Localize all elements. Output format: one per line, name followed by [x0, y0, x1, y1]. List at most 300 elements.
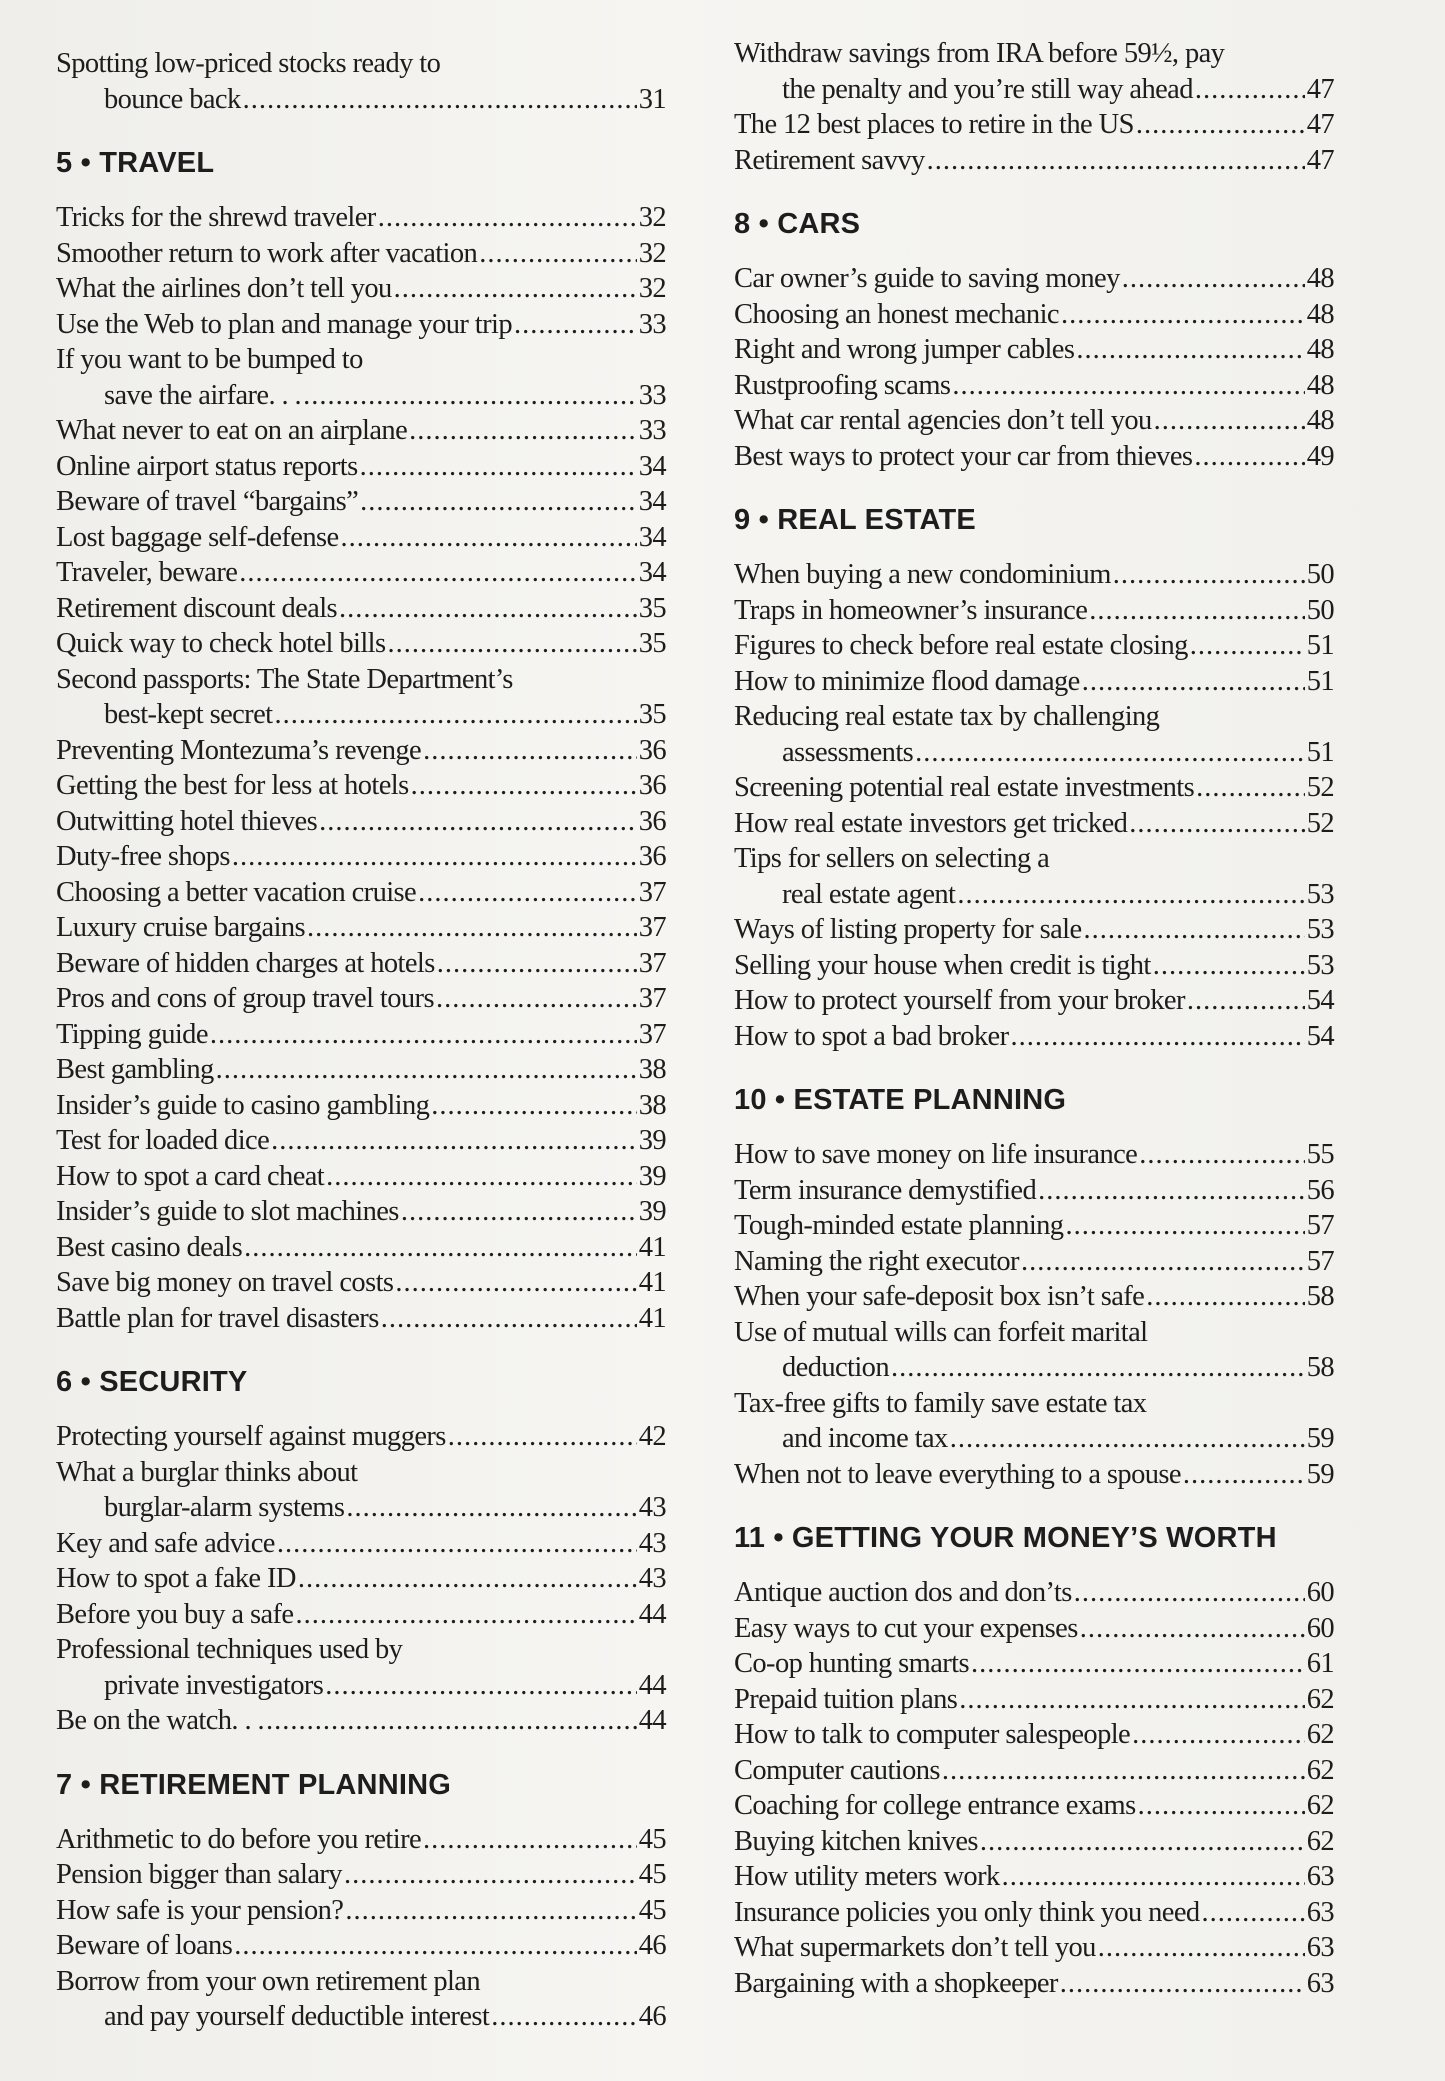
page-number: 47 [1306, 73, 1334, 105]
entry-title: Before you buy a safe [56, 1598, 294, 1630]
toc-entry [56, 1088, 666, 1124]
page-number: 52 [1306, 807, 1334, 839]
entry-title: Car owner’s guide to saving money [734, 263, 1120, 294]
toc-entry [56, 591, 666, 627]
entry-title: How safe is your pension? [56, 1894, 344, 1926]
page-number: 50 [1306, 559, 1334, 590]
page-number: 33 [638, 415, 666, 446]
entry-title-continued [56, 1490, 666, 1526]
entry-title: When not to leave everything to a spouse [734, 1458, 1181, 1490]
toc-entry [734, 699, 1334, 770]
entry-title-line [734, 1173, 1334, 1209]
entry-title: Right and wrong jumper cables [734, 334, 1075, 365]
dot-leader [360, 449, 637, 485]
entry-title: Getting the best for less at hotels [56, 770, 409, 801]
dot-leader [1076, 332, 1304, 368]
page-number: 53 [1306, 949, 1334, 981]
dot-leader [423, 1822, 637, 1858]
page-number: 57 [1306, 1210, 1334, 1241]
entry-title-line [56, 307, 666, 343]
dot-leader [341, 520, 637, 556]
toc-entry [734, 107, 1334, 143]
entry-title: Tips for sellers on selecting a [734, 843, 1050, 874]
toc-entry [56, 910, 666, 946]
dot-leader [326, 1159, 637, 1195]
entry-title: assessments [782, 736, 914, 768]
entry-title-line [56, 271, 666, 307]
toc-entry [56, 981, 666, 1017]
toc-entry [734, 1646, 1334, 1682]
page-number: 43 [638, 1527, 666, 1559]
entry-title-line [56, 413, 666, 449]
entry-title: and income tax [782, 1423, 948, 1454]
entry-title: Figures to check before real estate closing [734, 630, 1188, 661]
entry-title-line [56, 1928, 666, 1964]
entry-title: Key and safe advice [56, 1527, 275, 1559]
dot-leader [325, 1668, 636, 1704]
entry-title-line [734, 1611, 1334, 1647]
entry-title-line [734, 1244, 1334, 1280]
entry-title: Smoother return to work after vacation [56, 237, 478, 269]
toc-entry [56, 1893, 666, 1929]
entry-title-line [734, 261, 1334, 297]
entry-title-line [56, 1526, 666, 1562]
page-number: 36 [638, 841, 666, 872]
section-7-retirement-planning [56, 1769, 666, 2035]
page-number: 60 [1306, 1612, 1334, 1644]
page-number: 54 [1306, 985, 1334, 1016]
entry-title: Tax-free gifts to family save estate tax [734, 1387, 1147, 1419]
page-number: 52 [1306, 772, 1334, 803]
entry-title-line [734, 143, 1334, 179]
entry-title: Choosing an honest mechanic [734, 298, 1059, 330]
page-number: 51 [1306, 665, 1334, 697]
toc-entry [56, 413, 666, 449]
toc-entry [56, 1194, 666, 1230]
entry-list [734, 261, 1334, 474]
entry-title: and pay yourself deductible interest [104, 2001, 490, 2032]
dot-leader [232, 839, 637, 875]
dot-leader [891, 1350, 1305, 1386]
left-column [56, 46, 666, 2065]
toc-entry [56, 1964, 666, 2035]
dot-leader [345, 1893, 636, 1929]
toc-entry [734, 1682, 1334, 1718]
entry-title-line [734, 368, 1334, 404]
dot-leader [1002, 1859, 1305, 1895]
entry-title: How to spot a card cheat [56, 1160, 325, 1192]
entry-title: Retirement savvy [734, 144, 925, 176]
dot-leader [1153, 948, 1305, 984]
page-number: 63 [1306, 1896, 1334, 1928]
dot-leader [942, 1753, 1305, 1789]
entry-title-line [56, 910, 666, 946]
section-9-real-estate [734, 504, 1334, 1054]
dot-leader [952, 368, 1304, 404]
toc-entry [734, 664, 1334, 700]
toc-entry [734, 1611, 1334, 1647]
entry-list [56, 1822, 666, 2035]
dot-leader [1122, 261, 1305, 297]
toc-entry [734, 297, 1334, 333]
dot-leader [1154, 403, 1305, 439]
toc-entry [56, 46, 666, 117]
dot-leader [346, 1490, 636, 1526]
toc-entry [56, 484, 666, 520]
entry-title-line [56, 626, 666, 662]
dot-leader [971, 1646, 1305, 1682]
toc-entry [56, 1526, 666, 1562]
entry-title: Save big money on travel costs [56, 1267, 394, 1298]
toc-entry [734, 1966, 1334, 2002]
entry-title-line [734, 1137, 1334, 1173]
entry-title-line [56, 1455, 666, 1491]
entry-title: How to protect yourself from your broker [734, 985, 1185, 1016]
page-number: 60 [1306, 1577, 1334, 1608]
entry-title: How to talk to computer salespeople [734, 1719, 1131, 1750]
entry-title-line [734, 1019, 1334, 1055]
entry-title-line [734, 1788, 1334, 1824]
toc-entry [734, 1137, 1334, 1173]
entry-title-line [56, 1230, 666, 1266]
entry-title-continued [56, 82, 666, 118]
toc-entry [734, 1575, 1334, 1611]
entry-title-line [56, 1159, 666, 1195]
toc-entry [734, 983, 1334, 1019]
toc-entry [56, 1561, 666, 1597]
toc-entry [734, 1457, 1334, 1493]
dot-leader [411, 768, 637, 804]
entry-title-continued [734, 877, 1334, 913]
page-number: 44 [638, 1598, 666, 1630]
dot-leader [1129, 806, 1304, 842]
entry-title: Battle plan for travel disasters [56, 1302, 379, 1334]
dot-leader [401, 1194, 637, 1230]
page-number: 48 [1306, 263, 1334, 294]
toc-entry [734, 143, 1334, 179]
entry-title: What never to eat on an airplane [56, 415, 408, 446]
entry-title-continued [734, 1350, 1334, 1386]
entry-title: bounce back [104, 83, 241, 115]
page-number: 31 [638, 83, 666, 115]
page-number: 38 [638, 1054, 666, 1085]
page-number: 45 [638, 1823, 666, 1855]
toc-entry [56, 271, 666, 307]
dot-leader [1074, 1575, 1305, 1611]
entry-title: Second passports: The State Department’s [56, 663, 513, 695]
entry-title-line [734, 297, 1334, 333]
entry-title: the penalty and you’re still way ahead [782, 73, 1193, 105]
dot-leader [1011, 1019, 1305, 1055]
page-number: 58 [1306, 1281, 1334, 1312]
dot-leader [431, 1088, 636, 1124]
page-number: 61 [1306, 1648, 1334, 1679]
dot-leader [1139, 1137, 1304, 1173]
toc-entry [734, 628, 1334, 664]
entry-title-line [56, 1194, 666, 1230]
page-number: 53 [1306, 878, 1334, 910]
page-number: 49 [1306, 440, 1334, 472]
page-number: 33 [638, 308, 666, 340]
dot-leader [339, 591, 637, 627]
dot-leader [1138, 1788, 1305, 1824]
entry-title-line [56, 1123, 666, 1159]
entry-title: Traps in homeowner’s insurance [734, 594, 1088, 626]
dot-leader [234, 1928, 637, 1964]
page-number: 37 [638, 1018, 666, 1050]
entry-title-line [734, 912, 1334, 948]
dot-leader [303, 378, 637, 414]
toc-entry [56, 1265, 666, 1301]
toc-entry [56, 1017, 666, 1053]
page-number: 36 [638, 734, 666, 766]
dot-leader [957, 877, 1304, 913]
entry-title-line [734, 948, 1334, 984]
entry-title-line [734, 107, 1334, 143]
dot-leader [1183, 1457, 1305, 1493]
entry-title-line [56, 449, 666, 485]
dot-leader [1080, 1611, 1305, 1647]
entry-list [56, 1419, 666, 1739]
entry-title-continued [734, 1421, 1334, 1457]
toc-entry [56, 946, 666, 982]
page-number: 63 [1306, 1967, 1334, 1999]
entry-title: Tricks for the shrewd traveler [56, 202, 376, 233]
dot-leader [295, 1597, 636, 1633]
toc-entry [56, 839, 666, 875]
section-10-estate-planning [734, 1084, 1334, 1492]
entry-title: Borrow from your own retirement plan [56, 1965, 480, 1997]
dot-leader [436, 981, 637, 1017]
page-number: 37 [638, 876, 666, 908]
toc-entry [56, 875, 666, 911]
dot-leader [395, 1265, 636, 1301]
entry-title: What supermarkets don’t tell you [734, 1932, 1096, 1963]
toc-entry [734, 439, 1334, 475]
page-number: 34 [638, 521, 666, 553]
entry-title: Term insurance demystified [734, 1174, 1037, 1206]
page-number: 47 [1306, 109, 1334, 140]
page-number: 34 [638, 557, 666, 588]
dot-leader [491, 1999, 637, 2035]
entry-title-line [56, 1632, 666, 1668]
page-number: 63 [1306, 1861, 1334, 1892]
entry-title-continued [56, 697, 666, 733]
toc-entry [56, 1419, 666, 1455]
dot-leader [319, 804, 637, 840]
page-number: 41 [638, 1267, 666, 1298]
page-number: 51 [1306, 736, 1334, 768]
entry-title: Duty-free shops [56, 841, 230, 872]
entry-title: Ways of listing property for sale [734, 914, 1082, 945]
page-number: 48 [1306, 298, 1334, 330]
dot-leader [1061, 297, 1305, 333]
toc-entry [56, 449, 666, 485]
dot-leader [437, 946, 637, 982]
entry-title: How to save money on life insurance [734, 1139, 1138, 1170]
page-number: 62 [1306, 1790, 1334, 1821]
page-number: 32 [638, 273, 666, 304]
page-number: 44 [638, 1705, 666, 1736]
entry-title-line [56, 342, 666, 378]
entry-title: best-kept secret [104, 699, 273, 730]
dot-leader [980, 1824, 1305, 1860]
entry-title-line [734, 1386, 1334, 1422]
entry-title-line [56, 662, 666, 698]
entry-title: What the airlines don’t tell you [56, 273, 392, 304]
toc-entry [734, 1208, 1334, 1244]
toc-entry [56, 1857, 666, 1893]
page-number: 37 [638, 983, 666, 1014]
toc-entry [734, 403, 1334, 439]
entry-title: Pros and cons of group travel tours [56, 983, 434, 1014]
entry-title: Outwitting hotel thieves [56, 805, 318, 837]
dot-leader [307, 910, 637, 946]
dot-leader [1194, 439, 1304, 475]
entry-title: Beware of loans [56, 1930, 233, 1961]
entry-title-line [56, 1561, 666, 1597]
entry-title-line [56, 1703, 666, 1739]
dot-leader [239, 555, 636, 591]
entry-title-line [56, 555, 666, 591]
page-number: 32 [638, 237, 666, 269]
page-number: 32 [638, 202, 666, 233]
entry-title: Buying kitchen knives [734, 1825, 978, 1857]
entry-title-continued [56, 1999, 666, 2035]
entry-title: Pension bigger than salary [56, 1859, 342, 1890]
page-number: 39 [638, 1160, 666, 1192]
dot-leader [360, 484, 637, 520]
section-heading: 7 • RETIREMENT PLANNING [56, 1768, 451, 1801]
entry-title-continued [56, 378, 666, 414]
entry-title-line [734, 983, 1334, 1019]
page-number: 46 [638, 1930, 666, 1961]
dot-leader [418, 875, 637, 911]
entry-title-line [56, 1265, 666, 1301]
toc-entry [734, 1788, 1334, 1824]
dot-leader [1065, 1208, 1304, 1244]
entry-title: Insurance policies you only think you need [734, 1896, 1200, 1928]
page-number: 34 [638, 450, 666, 482]
dot-leader [394, 271, 637, 307]
entry-title: Arithmetic to do before you retire [56, 1823, 422, 1855]
entry-title-line [734, 628, 1334, 664]
entry-title: When your safe-deposit box isn’t safe [734, 1281, 1145, 1312]
dot-leader [1082, 664, 1305, 700]
toc-entry [56, 307, 666, 343]
page-number: 43 [638, 1492, 666, 1523]
page-number: 38 [638, 1089, 666, 1121]
toc-entry [734, 1279, 1334, 1315]
toc-entry [56, 236, 666, 272]
toc-entry [56, 804, 666, 840]
page-number: 51 [1306, 630, 1334, 661]
toc-entry [734, 841, 1334, 912]
entry-list [734, 36, 1334, 178]
entry-title-line [734, 1753, 1334, 1789]
entry-title: Withdraw savings from IRA before 59½, pay [734, 38, 1225, 69]
entry-title: Preventing Montezuma’s revenge [56, 734, 422, 766]
entry-title-line [56, 46, 666, 82]
section-5-travel [56, 147, 666, 1336]
toc-entry [734, 948, 1334, 984]
entry-title-line [56, 839, 666, 875]
dot-leader [927, 143, 1305, 179]
entry-title-line [734, 439, 1334, 475]
dot-leader [1098, 1930, 1305, 1966]
page-number: 39 [638, 1125, 666, 1156]
toc-entry [734, 770, 1334, 806]
toc-entry [734, 368, 1334, 404]
entry-title-line [56, 981, 666, 1017]
entry-title-line [734, 1717, 1334, 1753]
section-heading: 11 • GETTING YOUR MONEY’S WORTH [734, 1522, 1277, 1554]
dot-leader [423, 733, 637, 769]
section-continued [56, 46, 666, 117]
page-number: 48 [1306, 334, 1334, 365]
dot-leader [378, 200, 637, 236]
page-number: 42 [638, 1421, 666, 1452]
toc-entry [734, 1824, 1334, 1860]
dot-leader [1187, 983, 1305, 1019]
toc-entry [734, 1717, 1334, 1753]
entry-title: Insider’s guide to slot machines [56, 1196, 399, 1227]
entry-title-line [734, 699, 1334, 735]
entry-title: save the airfare. . . [104, 379, 302, 411]
dot-leader [271, 1123, 637, 1159]
dot-leader [1132, 1717, 1305, 1753]
toc-entry [56, 768, 666, 804]
dot-leader [479, 236, 637, 272]
entry-title-line [56, 946, 666, 982]
entry-title: Quick way to check hotel bills [56, 628, 386, 659]
toc-entry [734, 806, 1334, 842]
entry-title-line [734, 1930, 1334, 1966]
toc-entry [734, 1753, 1334, 1789]
entry-title: private investigators [104, 1669, 324, 1701]
dot-leader [1089, 593, 1304, 629]
entry-title: When buying a new condominium [734, 559, 1111, 590]
toc-entry [56, 342, 666, 413]
dot-leader [915, 735, 1305, 771]
entry-title: Reducing real estate tax by challenging [734, 701, 1160, 732]
page-number: 62 [1306, 1825, 1334, 1857]
toc-entry [734, 1173, 1334, 1209]
entry-title: Rustproofing scams [734, 369, 951, 401]
entry-title-line [56, 591, 666, 627]
entry-title: Use the Web to plan and manage your trip [56, 308, 512, 340]
section-8-cars [734, 208, 1334, 474]
entry-title-line [734, 806, 1334, 842]
entry-title-line [734, 403, 1334, 439]
page-number: 41 [638, 1302, 666, 1334]
entry-title: Best ways to protect your car from thieves [734, 440, 1193, 472]
entry-title: burglar-alarm systems [104, 1492, 345, 1523]
page-number: 36 [638, 770, 666, 801]
page-number: 36 [638, 805, 666, 837]
toc-entry [734, 36, 1334, 107]
toc-entry [56, 1928, 666, 1964]
section-continued [734, 36, 1334, 178]
toc-entry [56, 626, 666, 662]
section-heading: 5 • TRAVEL [56, 147, 215, 179]
toc-entry [734, 1895, 1334, 1931]
dot-leader [216, 1052, 637, 1088]
entry-title: Antique auction dos and don’ts [734, 1577, 1072, 1608]
dot-leader [1196, 770, 1305, 806]
dot-leader [1021, 1244, 1305, 1280]
entry-title-line [56, 1017, 666, 1053]
